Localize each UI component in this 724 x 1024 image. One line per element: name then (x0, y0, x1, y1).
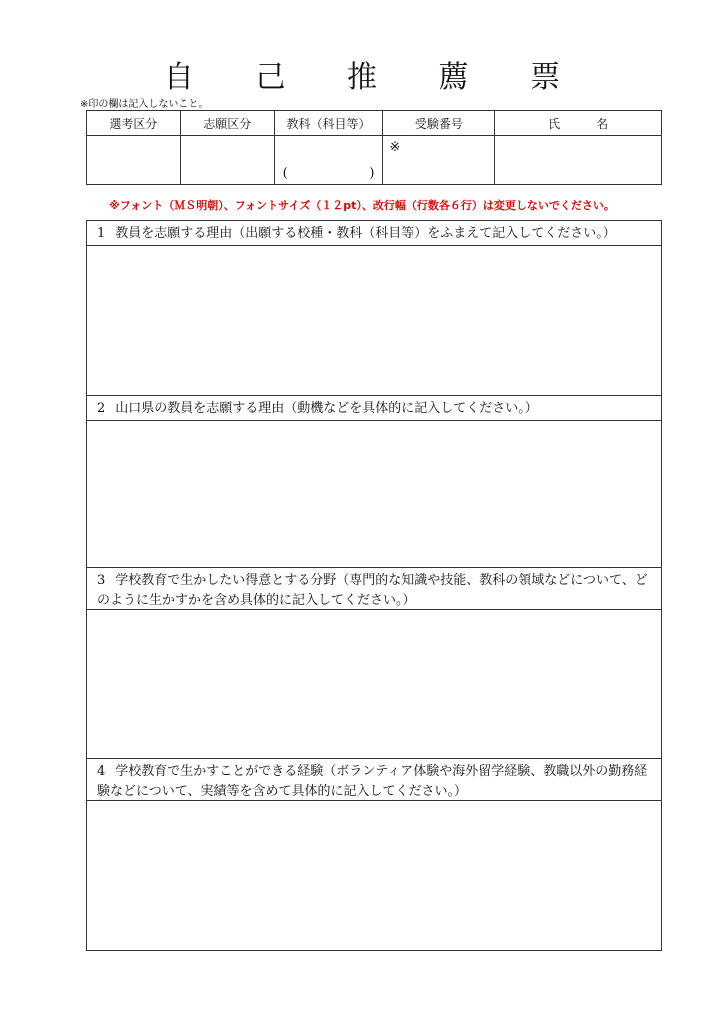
subject-parentheses (283, 166, 375, 181)
section-3-number: 3 (97, 573, 106, 588)
paren-close: ) (369, 166, 375, 181)
section-4-text: 学校教育で生かすことができる経験（ボランティア体験や海外留学経験、教職以外の勤務経験などについて、実績等を含めて具体的に記入してください。） (97, 764, 648, 799)
subject-field[interactable] (274, 136, 383, 185)
restriction-note: ※印の欄は記入しないこと。 (80, 99, 209, 110)
section-3-text: 学校教育で生かしたい得意とする分野（専門的な知識や技能、教科の領域などについて、どのように生かすかを含め具体的に記入してください。） (97, 573, 648, 608)
section-4-question (87, 759, 661, 801)
format-warning: ※フォント（ＭＳ明朝）、フォントサイズ（１２pt）、改行幅（行数各６行）は変更しないでください。 (109, 199, 615, 212)
section-4-answer-area[interactable] (87, 801, 661, 950)
section-4-number: 4 (97, 764, 106, 779)
paren-open: ( (282, 166, 288, 181)
section-1-number: 1 (97, 226, 106, 241)
section-2 (86, 395, 662, 568)
document-title: 自 己 推 薦 票 (163, 60, 587, 95)
exam-number-field (383, 136, 495, 185)
section-2-text: 山口県の教員を志願する理由（動機などを具体的に記入してください。） (115, 401, 538, 416)
applicant-info-table (86, 110, 662, 185)
section-1-answer-area[interactable] (87, 246, 661, 394)
section-3-question (87, 568, 661, 610)
section-3 (86, 567, 662, 759)
section-2-question (87, 396, 661, 421)
selection-category-field[interactable] (87, 136, 181, 185)
exam-number-header: 受験番号 (383, 111, 495, 136)
section-1-question (87, 221, 661, 246)
subject-header: 教科（科目等） (274, 111, 383, 136)
section-2-number: 2 (97, 401, 106, 416)
office-use-mark: ※ (389, 140, 401, 155)
selection-category-header: 選考区分 (87, 111, 181, 136)
application-category-header: 志願区分 (180, 111, 274, 136)
section-1 (86, 220, 662, 396)
section-4 (86, 758, 662, 951)
section-1-text: 教員を志願する理由（出願する校種・教科（科目等）をふまえて記入してください。） (115, 226, 616, 241)
section-2-answer-area[interactable] (87, 421, 661, 567)
name-header: 氏 名 (495, 111, 662, 136)
name-field[interactable] (495, 136, 662, 185)
section-3-answer-area[interactable] (87, 610, 661, 758)
application-category-field[interactable] (180, 136, 274, 185)
